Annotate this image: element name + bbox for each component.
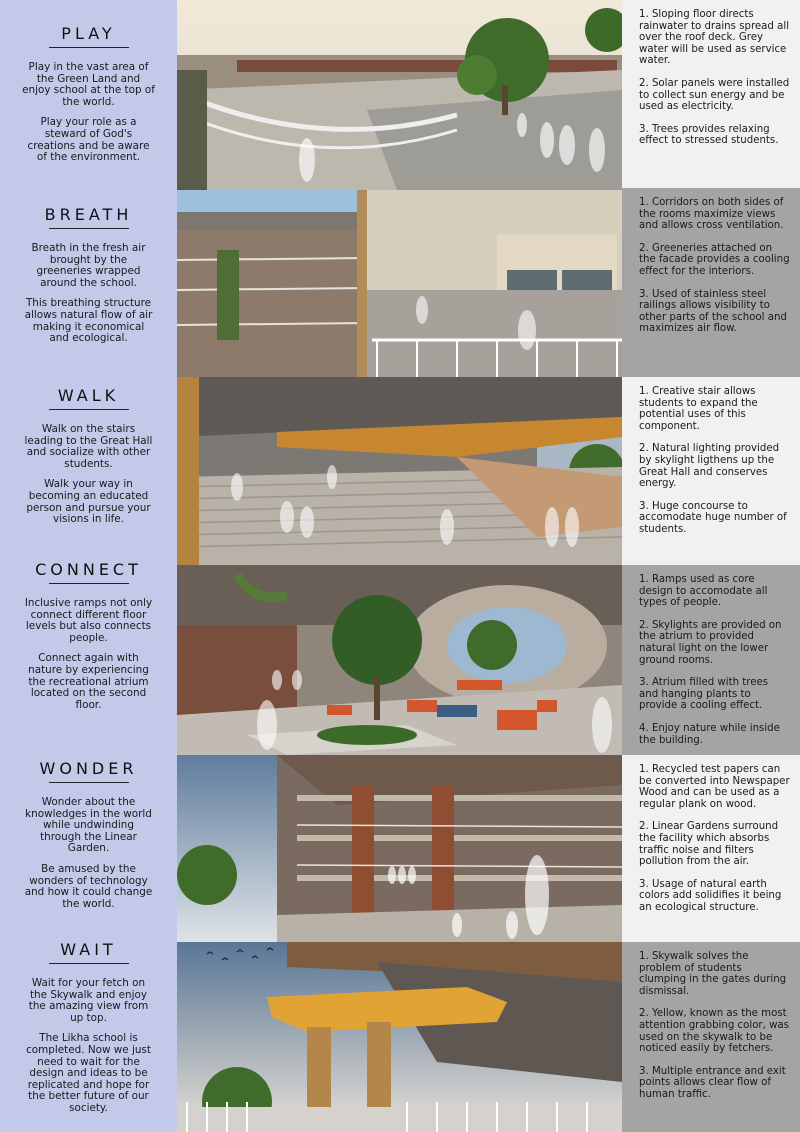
intro-paragraph: Play your role as a steward of God's creations and be aware of the environment. xyxy=(27,116,150,164)
title-underline xyxy=(49,963,129,964)
play-notes xyxy=(622,0,800,188)
title-underline xyxy=(49,409,129,410)
intro-paragraph: Play in the vast area of the Green Land and enjoy school at the top of the world. xyxy=(22,61,155,108)
note-item: 1. Ramps used as core design to accomodate all types of people. xyxy=(639,574,768,609)
wait-notes xyxy=(622,942,800,1132)
title-underline xyxy=(49,583,129,584)
note-item: 1. Sloping floor directs rainwater to drains spread all over the roof deck. Grey water will be used as service water. xyxy=(639,9,790,67)
note-item: 3. Used of stainless steel railings allows visibility to other parts of the school and maximizes air flow. xyxy=(639,288,787,335)
note-item: 1. Recycled test papers can be converted into Newspaper Wood and can be used as a regular plank on wood. xyxy=(639,764,790,810)
title-underline xyxy=(49,228,129,229)
connect-rendering xyxy=(177,565,622,755)
wonder-notes xyxy=(622,755,800,942)
intro-paragraph: Breath in the fresh air brought by the greeneries wrapped around the school. xyxy=(31,242,146,289)
note-item: 2. Natural lighting provided by skylight ligthens up the Great Hall and conserves energy. xyxy=(639,443,780,490)
breath-notes xyxy=(622,188,800,377)
note-item: 3. Trees provides relaxing effect to stressed students. xyxy=(639,123,779,147)
note-item: 2. Linear Gardens surround the facility which absorbs traffic noise and filters pollution from the air. xyxy=(639,821,779,868)
section-wonder-intro xyxy=(0,759,177,919)
section-breath-intro xyxy=(0,205,177,354)
note-item: 2. Greeneries attached on the facade provides a cooling effect for the interiors. xyxy=(639,242,790,277)
section-title: WONDER xyxy=(39,759,138,778)
section-connect-intro xyxy=(0,560,177,720)
wait-rendering xyxy=(177,942,622,1132)
note-item: 1. Creative stair allows students to expand the potential uses of this component. xyxy=(639,386,758,432)
section-play-intro xyxy=(0,24,177,173)
wonder-rendering xyxy=(177,755,622,942)
intro-paragraph: Wait for your fetch on the Skywalk and enjoy the amazing view from up top. xyxy=(28,977,149,1024)
section-wait-intro xyxy=(0,940,177,1124)
breath-rendering xyxy=(177,190,622,377)
notes-column xyxy=(622,0,800,1132)
section-title: CONNECT xyxy=(35,560,142,579)
connect-notes xyxy=(622,565,800,755)
title-underline xyxy=(49,47,129,48)
note-item: 1. Corridors on both sides of the rooms maximize views and allows cross ventilation. xyxy=(639,197,784,232)
section-title: PLAY xyxy=(61,24,116,43)
intro-paragraph: Be amused by the wonders of technology and how it could change the world. xyxy=(24,862,153,910)
note-item: 2. Solar panels were installed to collect sun energy and be used as electricity. xyxy=(639,77,790,113)
note-item: 3. Usage of natural earth colors add solidifies it being an ecological structure. xyxy=(639,878,782,913)
intro-paragraph: Connect again with nature by experiencing the recreational atrium located on the second floor. xyxy=(28,652,149,711)
section-title: WALK xyxy=(57,386,120,405)
note-item: 3. Multiple entrance and exit points allows clear flow of human traffic. xyxy=(639,1065,786,1100)
description-column xyxy=(0,0,177,1132)
rendering-column xyxy=(177,0,622,1132)
title-underline xyxy=(49,782,129,783)
intro-paragraph: Walk your way in becoming an educated person and pursue your visions in life. xyxy=(26,478,151,526)
note-item: 3. Atrium filled with trees and hanging plants to provide a cooling effect. xyxy=(639,677,769,712)
walk-rendering xyxy=(177,377,622,565)
play-rendering xyxy=(177,0,622,190)
intro-paragraph: This breathing structure allows natural flow of air making it economical and ecological. xyxy=(24,297,153,345)
section-title: BREATH xyxy=(44,205,133,224)
note-item: 2. Skylights are provided on the atrium to provided natural light on the lower ground rooms. xyxy=(639,619,782,666)
walk-notes xyxy=(622,377,800,565)
note-item: 3. Huge concourse to accomodate huge number of students. xyxy=(639,500,787,535)
section-title: WAIT xyxy=(60,940,117,959)
intro-paragraph: The Likha school is completed. Now we just need to wait for the design and ideas to be replicated and hope for the better future of our society. xyxy=(26,1032,151,1114)
note-item: 1. Skywalk solves the problem of students clumping in the gates during dismissal. xyxy=(639,951,787,997)
section-walk-intro xyxy=(0,386,177,535)
intro-paragraph: Inclusive ramps not only connect different floor levels but also connects people. xyxy=(24,597,153,644)
note-item: 2. Yellow, known as the most attention grabbing color, was used on the skywalk to be noticed easily by fetchers. xyxy=(639,1008,789,1055)
note-item: 4. Enjoy nature while inside the building. xyxy=(639,722,780,746)
intro-paragraph: Wonder about the knowledges in the world while undwinding through the Linear Garden. xyxy=(25,796,152,855)
intro-paragraph: Walk on the stairs leading to the Great Hall and socialize with other students. xyxy=(24,423,153,470)
